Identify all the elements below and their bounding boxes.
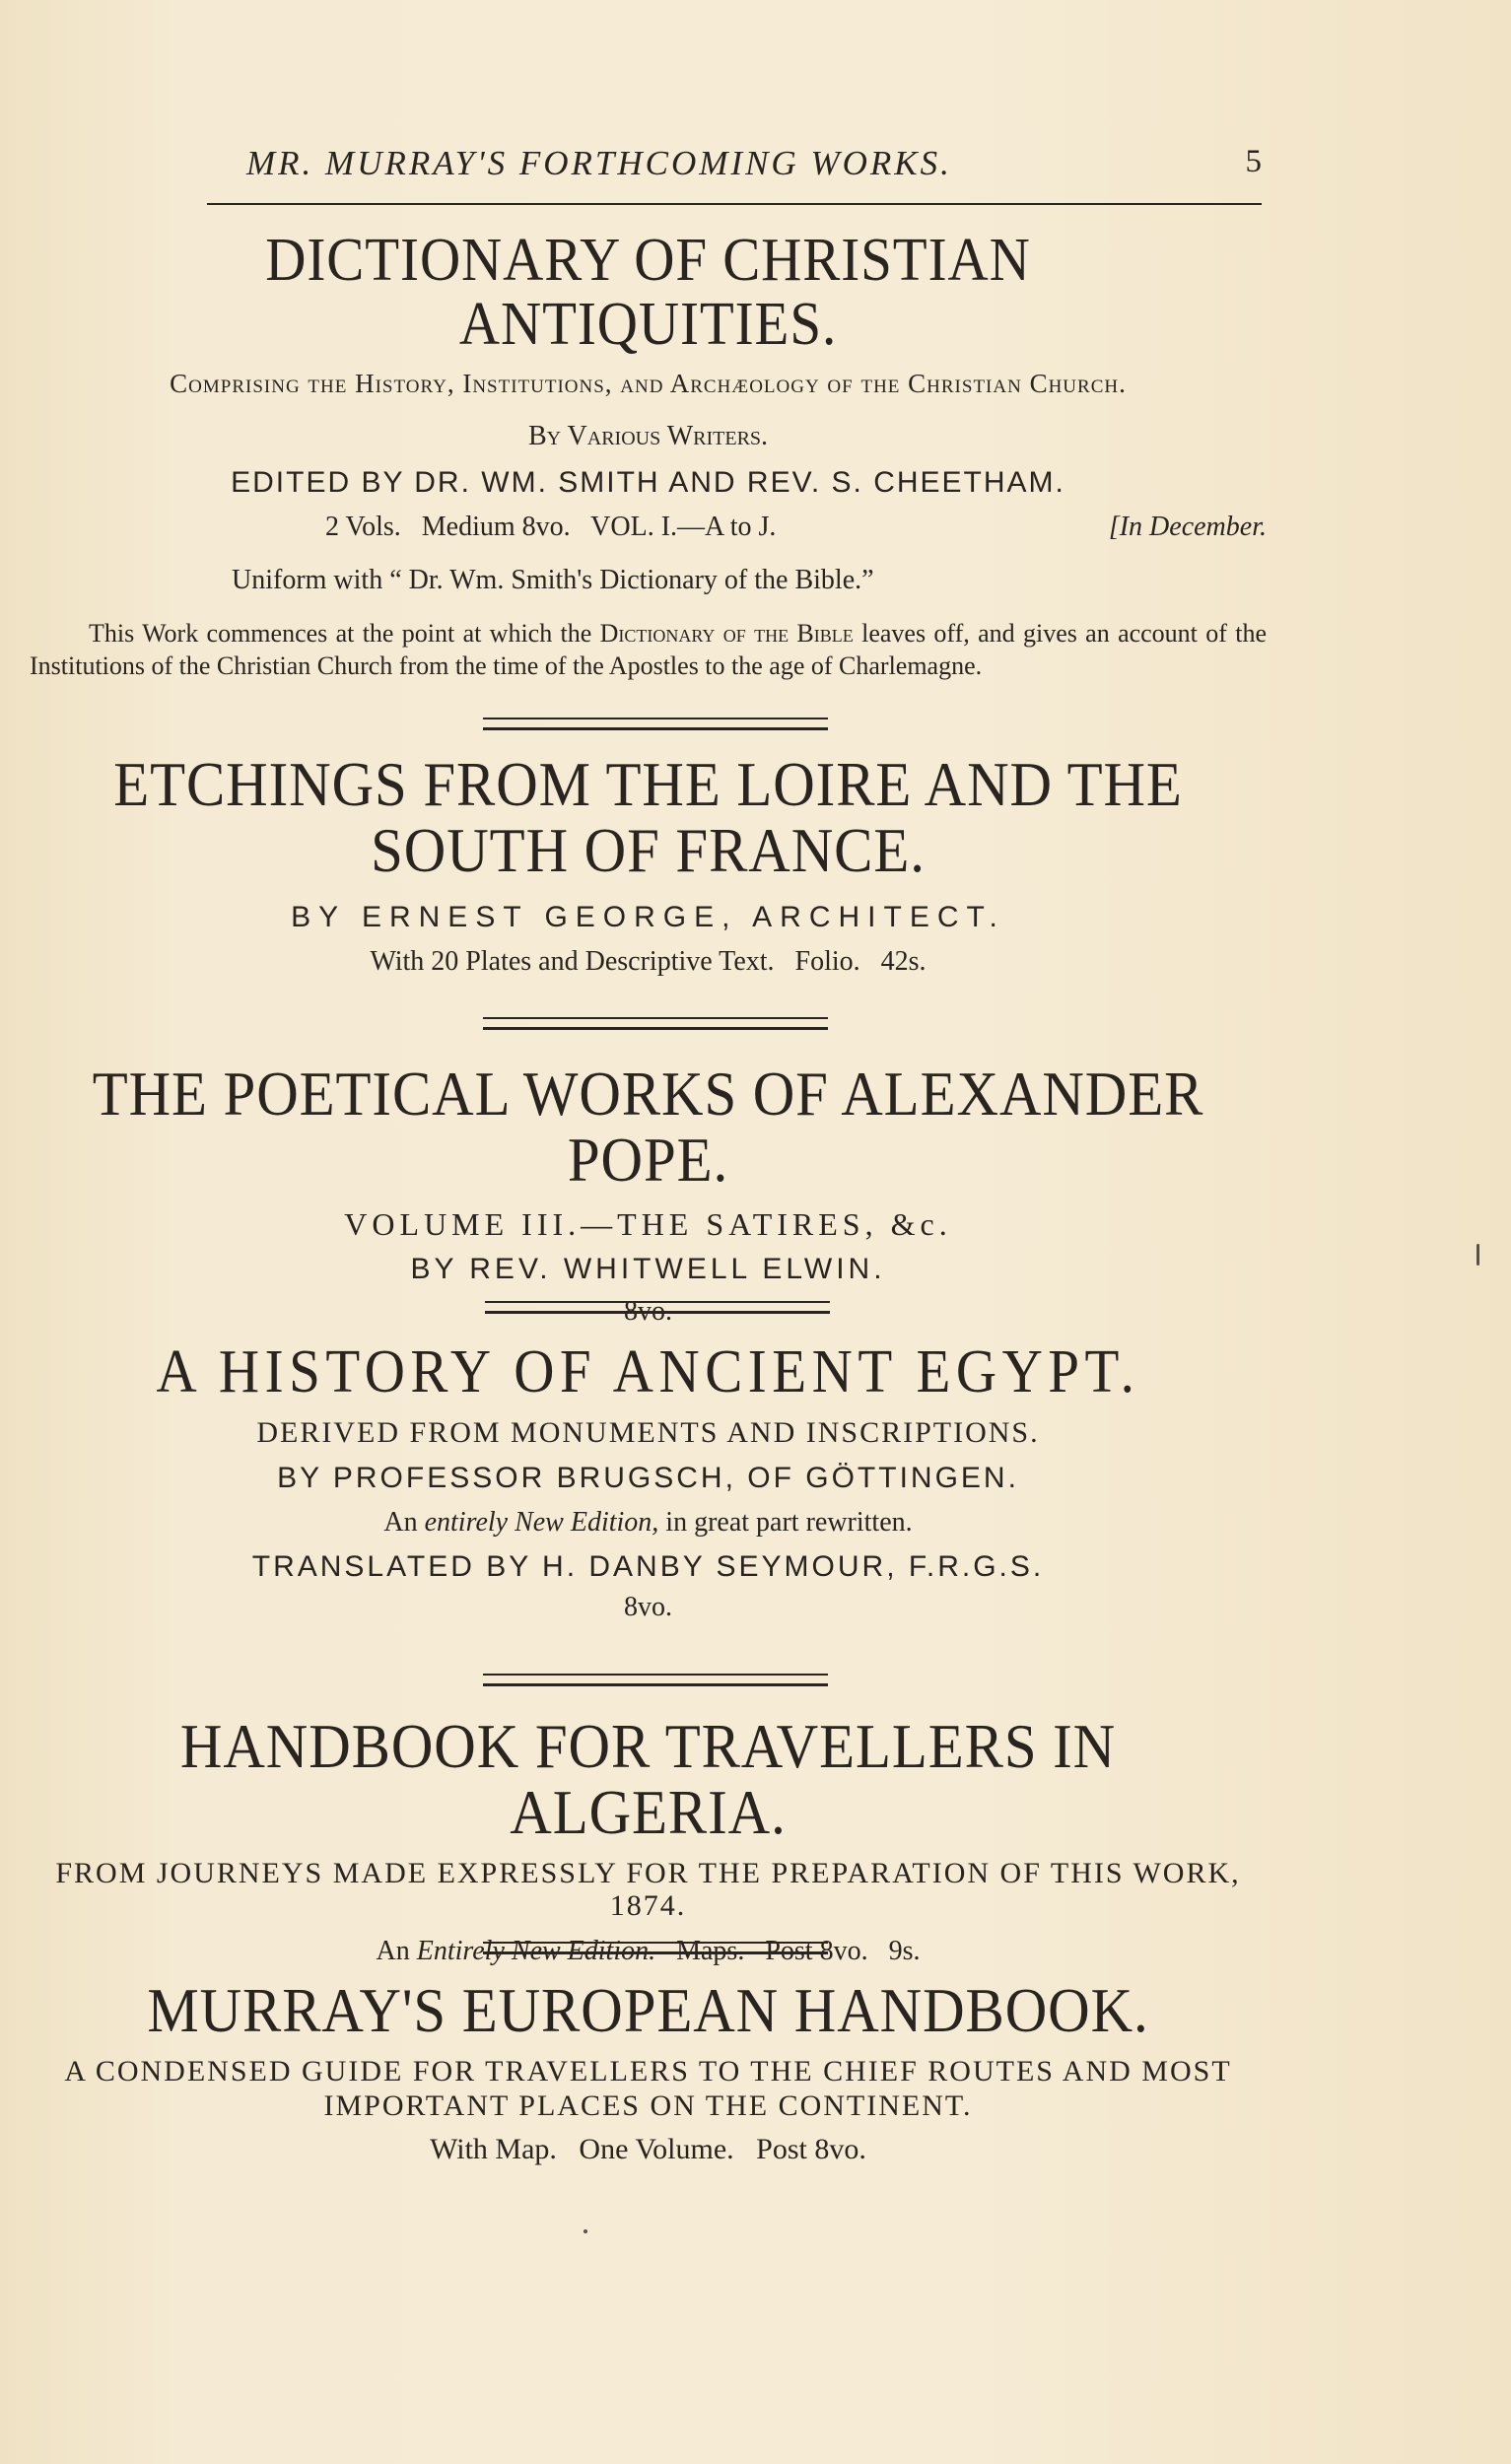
entry-editors: EDITED BY DR. WM. SMITH AND REV. S. CHEETHAM.: [231, 466, 1065, 500]
entry-subtitle: FROM JOURNEYS MADE EXPRESSLY FOR THE PREPARATION OF THIS WORK, 1874.: [55, 1857, 1241, 1923]
entry-subtitle: A CONDENSED GUIDE FOR TRAVELLERS TO THE CHIEF ROUTES AND MOST IMPORTANT PLACES ON THE CONTINENT.: [64, 2055, 1232, 2122]
entry-author: BY REV. WHITWELL ELWIN.: [410, 1253, 886, 1286]
entry-edition: [30, 1507, 1267, 1539]
entry-title: THE POETICAL WORKS OF ALEXANDER POPE.: [92, 1059, 1204, 1196]
description-text-1: This Work commences at the point at which the: [89, 619, 600, 649]
running-title: MR. MURRAY'S FORTHCOMING WORKS.: [246, 144, 952, 182]
section-divider: [483, 1942, 828, 1954]
page-number: 5: [1245, 144, 1262, 179]
entry-format: 8vo.: [624, 1592, 672, 1623]
ink-speck: [584, 2229, 587, 2233]
running-head: [207, 144, 1271, 203]
entry-by-line: By Various Writers.: [527, 421, 769, 452]
entry-title: DICTIONARY OF CHRISTIAN ANTIQUITIES.: [265, 227, 1031, 359]
entry-format: 2 Vols. Medium 8vo. VOL. I.—A to J.: [325, 512, 777, 543]
entry-details: With Map. One Volume. Post 8vo.: [430, 2133, 866, 2166]
entry-publication-date: [In December.: [1108, 512, 1267, 543]
section-divider: [483, 1017, 828, 1030]
entry-title: A HISTORY OF ANCIENT EGYPT.: [156, 1338, 1140, 1405]
edition-text-1: An: [376, 1936, 417, 1967]
entry-handbook-algeria: [30, 1713, 1267, 1967]
entry-title: ETCHINGS FROM THE LOIRE AND THE SOUTH OF FRANCE.: [113, 749, 1183, 886]
edition-emphasis: Entirely New Edition.: [416, 1936, 656, 1967]
entry-european-handbook: [30, 1977, 1267, 2166]
entry-volume: VOLUME III.—THE SATIRES, &c.: [344, 1206, 952, 1243]
entry-pope-poetical-works: [30, 1061, 1267, 1328]
description-reference: Dictionary of the Bible: [599, 619, 854, 649]
entry-title: MURRAY'S EUROPEAN HANDBOOK.: [147, 1975, 1149, 2045]
entry-details: With 20 Plates and Descriptive Text. Folio. 42s.: [370, 946, 927, 978]
entry-subtitle: DERIVED FROM MONUMENTS AND INSCRIPTIONS.: [256, 1416, 1040, 1450]
entry-dictionary-christian-antiquities: [30, 229, 1267, 682]
header-rule: [207, 203, 1262, 205]
entry-subtitle: Comprising the History, Institutions, and Archæology of the Christian Church.: [170, 369, 1127, 399]
edition-text-1: An: [383, 1507, 425, 1539]
entry-history-ancient-egypt: [30, 1340, 1267, 1623]
entry-title: HANDBOOK FOR TRAVELLERS IN ALGERIA.: [179, 1711, 1117, 1848]
entry-description: [30, 618, 1267, 682]
description-text-2: leaves off, and gives an account of the Institutions of the Christian Church from the time of the Apostles to the age of Charlemagne.: [30, 619, 1267, 680]
entry-format: 8vo.: [624, 1296, 672, 1328]
edition-emphasis: entirely New Edition,: [424, 1507, 659, 1539]
ink-speck: [1477, 1244, 1479, 1266]
edition-text-2: in great part rewritten.: [658, 1507, 913, 1539]
section-divider: [483, 718, 828, 730]
entry-etchings-loire: [30, 751, 1267, 978]
entry-author: BY PROFESSOR BRUGSCH, OF GÖTTINGEN.: [277, 1462, 1019, 1495]
entry-author: BY ERNEST GEORGE, ARCHITECT.: [291, 901, 1005, 934]
entry-format-row: [30, 512, 1267, 551]
section-divider: [483, 1674, 828, 1686]
entry-uniform-note: Uniform with “ Dr. Wm. Smith's Dictionary of the Bible.”: [232, 565, 874, 596]
edition-text-2: Maps. Post 8vo. 9s.: [655, 1936, 921, 1967]
entry-translator: TRANSLATED BY H. DANBY SEYMOUR, F.R.G.S.: [251, 1550, 1045, 1584]
section-divider: [485, 1301, 830, 1314]
